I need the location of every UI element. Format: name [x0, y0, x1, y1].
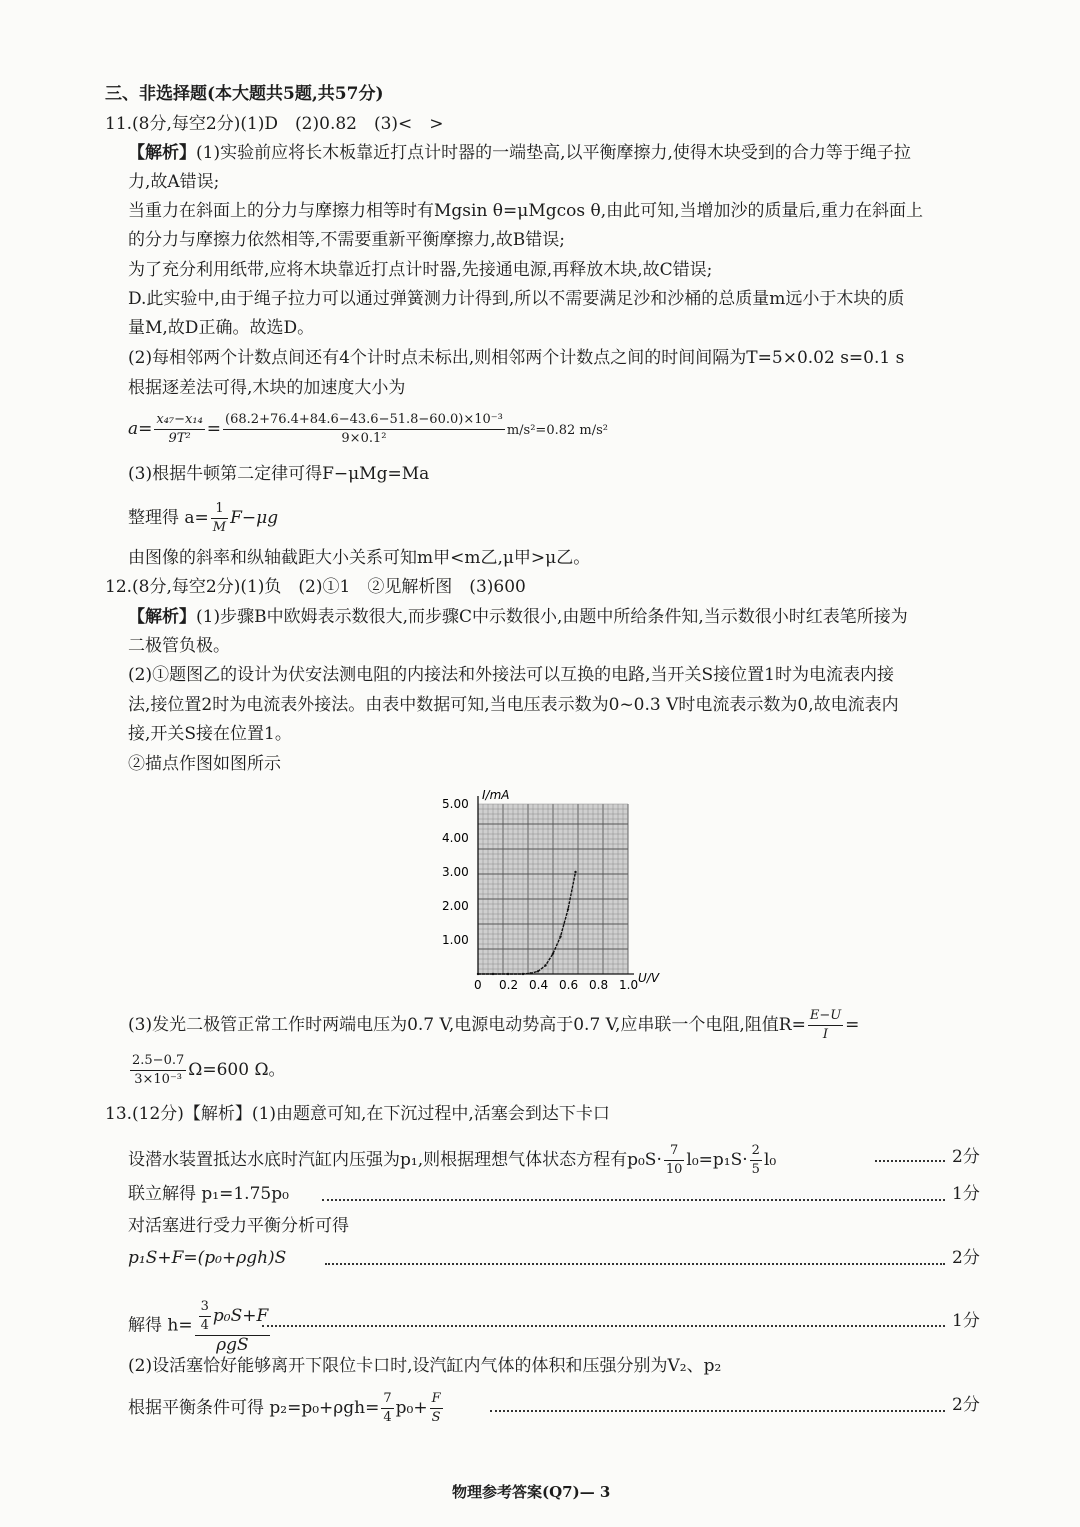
data-point: [507, 973, 509, 975]
eq-lhs: a=: [128, 419, 153, 439]
fraction: [211, 500, 228, 537]
fraction: [808, 1007, 843, 1044]
data-point: [559, 935, 561, 937]
fraction: [130, 1052, 186, 1089]
q13-balance-p2: [128, 1390, 445, 1427]
q12-text-1: (1)步骤B中欧姆表示数很大,而步骤C中示数很小,由题中所给条件知,当示数很小时红表笔所接为: [196, 607, 908, 627]
data-point: [574, 871, 576, 873]
fraction-numerator: x₄₇−x₁₄: [154, 411, 204, 430]
q12-resistance-line: [128, 1007, 859, 1044]
eq-middle: p₀+: [395, 1398, 428, 1418]
fraction-denominator: M: [212, 520, 227, 535]
q12-analysis-line-4: 法,接位置2时为电流表外接法。由表中数据可知,当电压表示数为0~0.3 V时电流表示数为0,故电流表内: [128, 695, 899, 715]
leader-dots: [262, 1325, 945, 1327]
fraction-denominator: 3×10⁻³: [134, 1072, 183, 1087]
eq-suffix: Ω=600 Ω。: [188, 1060, 286, 1080]
q11-analysis-line-3: 当重力在斜面上的分力与摩擦力相等时有Mgsin θ=μMgcos θ,由此可知,当增加沙的质量后,重力在斜面上: [128, 201, 923, 221]
fraction-numerator: 2.5−0.7: [130, 1052, 186, 1071]
fraction: [223, 411, 505, 448]
fraction-numerator: 2: [750, 1142, 762, 1161]
data-point: [567, 908, 569, 910]
fraction-denominator: 10: [665, 1162, 683, 1177]
x-tick-label: 0.6: [559, 978, 579, 990]
fraction-numerator: 7: [664, 1142, 685, 1161]
q11-analysis-line-6: D.此实验中,由于绳子拉力可以通过弹簧测力计得到,所以不需要满足沙和沙桶的总质量m远小于木块的质: [128, 289, 905, 309]
q11-analysis-line-7: 量M,故D正确。故选D。: [128, 318, 315, 338]
q13-solve-h: [128, 1298, 272, 1354]
y-tick-label: 1.00: [442, 933, 469, 947]
q11-analysis-line-2: 力,故A错误;: [128, 172, 220, 192]
q11-analysis-line-4: 的分力与摩擦力依然相等,不需要重新平衡摩擦力,故B错误;: [128, 230, 566, 250]
data-point: [492, 973, 494, 975]
eq-suffix: =: [845, 1015, 860, 1035]
q13-force-analysis: 对活塞进行受力平衡分析可得: [128, 1216, 349, 1236]
fraction-numerator: 7: [381, 1390, 393, 1409]
q13-header: 13.(12分)【解析】(1)由题意可知,在下沉过程中,活塞会到达下卡口: [105, 1104, 610, 1124]
eq-suffix: F−μg: [230, 508, 279, 528]
fraction: [750, 1142, 762, 1179]
x-tick-label: 0.4: [529, 978, 549, 990]
fraction-denominator: 4: [383, 1410, 392, 1425]
iu-characteristic-chart: [430, 782, 680, 990]
fraction-numerator: 3: [199, 1298, 211, 1317]
fraction-denominator: 9×0.1²: [341, 431, 387, 446]
analysis-tag: 【解析】: [128, 143, 196, 163]
fraction-denominator: ρgS: [216, 1335, 249, 1355]
eq-equals: =: [206, 419, 222, 439]
q11-text-1: (1)实验前应将长木板靠近打点计时器的一端垫高,以平衡摩擦力,使得木块受到的合力等于绳子拉: [196, 143, 911, 163]
q11-header: 11.(8分,每空2分)(1)D (2)0.82 (3)< >: [105, 114, 444, 134]
q11-analysis-line-5: 为了充分利用纸带,应将木块靠近打点计时器,先接通电源,再释放木块,故C错误;: [128, 260, 713, 280]
y-tick-label: 4.00: [442, 831, 469, 845]
fraction-denominator: 9T²: [168, 431, 191, 446]
q12-analysis-line-6: ②描点作图如图所示: [128, 754, 281, 774]
q11-accel-equation: [128, 411, 608, 448]
fraction: [430, 1390, 443, 1427]
y-axis-label: I/mA: [482, 788, 510, 802]
eq-prefix: 设潜水装置抵达水底时汽缸内压强为p₁,则根据理想气体状态方程有p₀S·: [128, 1150, 662, 1170]
score-mark: 2分: [952, 1395, 980, 1415]
x-tick-label: 1.0: [619, 978, 639, 990]
q11-analysis-line-10: (3)根据牛顿第二定律可得F−μMg=Ma: [128, 464, 430, 484]
x-tick-label: 0: [474, 978, 482, 990]
fraction-numerator: 1: [211, 500, 228, 519]
q13-part2-setup: (2)设活塞恰好能够离开下限位卡口时,设汽缸内气体的体积和压强分别为V₂、p₂: [128, 1356, 722, 1376]
eq-prefix: 根据平衡条件可得 p₂=p₀+ρgh=: [128, 1398, 380, 1418]
numerator-rest: p₀S+F: [212, 1306, 269, 1326]
data-point: [477, 973, 479, 975]
data-point: [537, 970, 539, 972]
fraction: [381, 1390, 393, 1427]
q11-analysis-line-11: 由图像的斜率和纵轴截距大小关系可知m甲<m乙,μ甲>μ乙。: [128, 548, 591, 568]
fraction: [195, 1298, 271, 1354]
q12-analysis-line-1: [128, 606, 908, 628]
q11-analysis-line-9: 根据逐差法可得,木块的加速度大小为: [128, 378, 406, 398]
x-tick-label: 0.8: [589, 978, 609, 990]
x-tick-label: 0.2: [499, 978, 519, 990]
fraction-numerator: F: [430, 1390, 443, 1409]
q12-analysis-line-2: 二极管负极。: [128, 636, 230, 656]
q12-analysis-line-3: (2)①题图乙的设计为伏安法测电阻的内接法和外接法可以互换的电路,当开关S接位置1时为电流表内接: [128, 665, 894, 685]
score-mark: 1分: [952, 1184, 980, 1204]
fraction-denominator: 5: [751, 1162, 760, 1177]
data-point: [544, 964, 546, 966]
eq-prefix: 解得 h=: [128, 1315, 193, 1336]
y-tick-label: 5.00: [442, 797, 469, 811]
data-point: [522, 973, 524, 975]
score-mark: 2分: [952, 1147, 980, 1167]
q12-resistance-result: [128, 1052, 286, 1089]
y-tick-label: 3.00: [442, 865, 469, 879]
data-point: [552, 952, 554, 954]
page-footer: 物理参考答案(Q7)— 3: [452, 1483, 611, 1501]
q13-solve-p1: 联立解得 p₁=1.75p₀: [128, 1184, 289, 1204]
y-tick-label: 2.00: [442, 899, 469, 913]
fraction-numerator: E−U: [808, 1007, 843, 1026]
q12-analysis-line-5: 接,开关S接在位置1。: [128, 724, 292, 744]
analysis-tag: 【解析】: [128, 607, 196, 627]
fraction-denominator: I: [822, 1027, 829, 1042]
fraction-denominator: 4: [200, 1318, 209, 1333]
x-axis-label: U/V: [638, 971, 660, 985]
fraction-denominator: S: [431, 1410, 441, 1425]
eq-suffix: l₀: [763, 1150, 777, 1170]
leader-dots: [322, 1199, 945, 1201]
fraction-numerator: [195, 1298, 271, 1336]
q13-state-equation: [128, 1142, 776, 1179]
fraction: [154, 411, 204, 448]
q11-analysis-line-1: [128, 142, 911, 164]
fraction: [664, 1142, 685, 1179]
q13-balance-equation: p₁S+F=(p₀+ρgh)S: [128, 1248, 287, 1268]
section-title: 三、非选择题(本大题共5题,共57分): [105, 84, 384, 104]
eq-prefix: 整理得 a=: [128, 508, 209, 528]
eq-rhs: m/s²=0.82 m/s²: [506, 423, 608, 438]
eq-prefix: (3)发光二极管正常工作时两端电压为0.7 V,电源电动势高于0.7 V,应串联一个电阻,阻值R=: [128, 1015, 806, 1035]
fraction-numerator: (68.2+76.4+84.6−43.6−51.8−60.0)×10⁻³: [223, 411, 505, 430]
q12-header: 12.(8分,每空2分)(1)负 (2)①1 ②见解析图 (3)600: [105, 577, 526, 597]
fraction: [199, 1298, 211, 1335]
eq-middle: l₀=p₁S·: [686, 1150, 748, 1170]
leader-dots: [490, 1410, 945, 1412]
score-mark: 2分: [952, 1248, 980, 1268]
q11-analysis-line-8: (2)每相邻两个计数点间还有4个计时点未标出,则相邻两个计数点之间的时间间隔为T=5×0.02 s=0.1 s: [128, 348, 905, 368]
score-mark: 1分: [952, 1311, 980, 1331]
leader-dots: [875, 1160, 945, 1162]
q11-rearranged-equation: [128, 500, 278, 537]
data-point: [529, 972, 531, 974]
leader-dots: [325, 1263, 945, 1265]
